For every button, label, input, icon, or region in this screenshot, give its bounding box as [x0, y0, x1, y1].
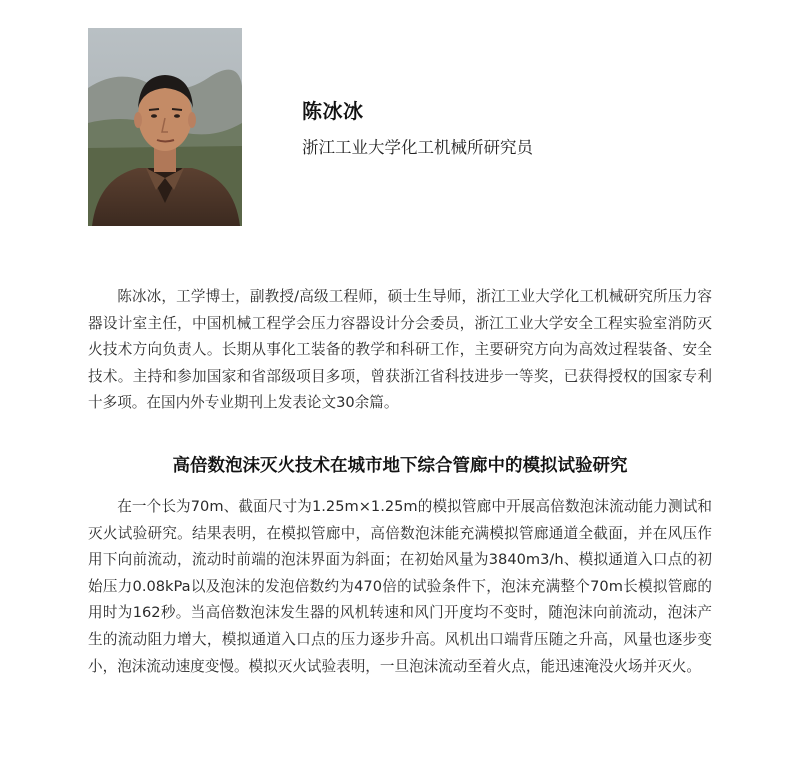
speaker-photo: [88, 28, 242, 226]
speaker-name: 陈冰冰: [302, 99, 364, 123]
speaker-affiliation: 浙江工业大学化工机械所研究员: [302, 138, 533, 157]
speaker-bio: 陈冰冰，工学博士，副教授/高级工程师，硕士生导师，浙江工业大学化工机械研究所压力容器设计室主任，中国机械工程学会压力容器设计分会委员，浙江工业大学安全工程实验室消防灭火技术方向负责人。长期从事化工装备的教学和科研工作，主要研究方向为高效过程装备、安全技术。主持和参加国家和省部级项目多项，曾获浙江省科技进步一等奖，已获得授权的国家专利十多项。在国内外专业期刊上发表论文30余篇。: [88, 288, 712, 412]
talk-abstract: 在一个长为70m、截面尺寸为1.25m×1.25m的模拟管廊中开展高倍数泡沫流动能力测试和灭火试验研究。结果表明，在模拟管廊中，高倍数泡沫能充满模拟管廊通道全截面，并在风压作用下向前流动，流动时前端的泡沫界面为斜面；在初始风量为3840m3/h、模拟通道入口点的初始压力0.08kPa以及泡沫的发泡倍数约为470倍的试验条件下，泡沫充满整个70m长模拟管廊的用时为162秒。当高倍数泡沫发生器的风机转速和风门开度均不变时，随泡沫向前流动，泡沫产生的流动阻力增大，模拟通道入口点的压力逐步升高。风机出口端背压随之升高，风量也逐步变小，泡沫流动速度变慢。模拟灭火试验表明，一旦泡沫流动至着火点，能迅速淹没火场并灭火。: [88, 498, 712, 675]
talk-title: 高倍数泡沫灭火技术在城市地下综合管廊中的模拟试验研究: [172, 456, 628, 476]
